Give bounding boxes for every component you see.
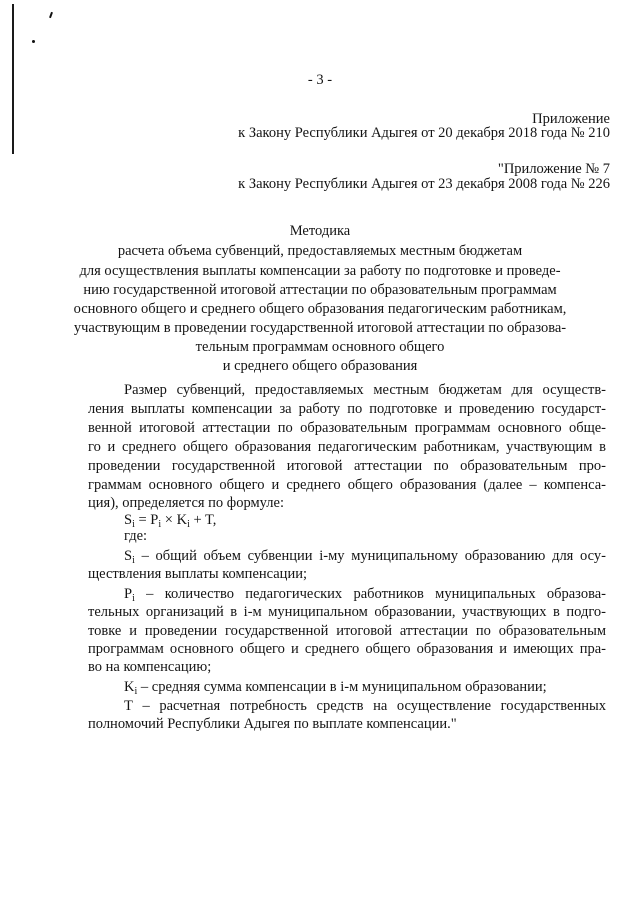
definition-text: – общий объем субвенции i-му муниципальному образованию для осу- — [134, 548, 606, 564]
paragraph-line: граммам основного общего и среднего общего образования (далее – компенса- — [88, 477, 606, 493]
formula-symbol: P — [150, 512, 159, 528]
appendix-reference: к Закону Республики Адыгея от 20 декабря 2018 года № 210 — [238, 125, 610, 141]
definition-line: во на компенсацию; — [88, 659, 212, 675]
definition-line: программам основного общего и среднего общего образования и имеющих пра- — [88, 641, 606, 657]
title-line: тельным программам основного общего — [195, 339, 445, 355]
formula-symbol: K — [176, 512, 188, 528]
scan-mark — [49, 12, 53, 18]
paragraph-line: го и среднего общего образования педагогическим работникам, участвующим в — [88, 439, 606, 455]
paragraph-line: ления выплаты компенсации за работу по подготовке и проведению государст- — [88, 401, 606, 417]
definition-subscript: i — [132, 593, 135, 604]
paragraph-line: Размер субвенций, предоставляемых местным бюджетам для осуществ- — [124, 382, 606, 398]
title-line: нию государственной итоговой аттестации по образовательным программам — [83, 282, 557, 298]
definition-line: Т – расчетная потребность средств на осуществление государственных — [124, 698, 606, 714]
definition-line: тельных организаций в i-м муниципальном образовании, участвующих в подго- — [88, 604, 606, 620]
title-line: участвующим в проведении государственной итоговой аттестации по образова- — [73, 320, 567, 336]
definition-symbol: K — [124, 679, 135, 695]
formula-subscript: i — [132, 519, 135, 530]
definition-subscript: i — [132, 555, 135, 566]
title-line: основного общего и среднего общего образования педагогическим работникам, — [73, 301, 567, 317]
formula-tail: + T, — [189, 512, 217, 528]
title-line: и среднего общего образования — [222, 358, 418, 374]
definition-text: – количество педагогических работников муниципальных образова- — [134, 586, 606, 602]
definition-symbol: S — [124, 548, 133, 564]
formula-symbol: S — [124, 512, 133, 528]
appendix-label: Приложение — [532, 111, 610, 127]
page-number: - 3 - — [307, 72, 333, 88]
where-label: где: — [124, 528, 148, 544]
title-line: для осуществления выплаты компенсации за работу по подготовке и проведе- — [79, 263, 561, 279]
definition-text: – средняя сумма компенсации в i-м муниципальном образовании; — [137, 679, 547, 695]
paragraph-line: ция), определяется по формуле: — [88, 495, 284, 511]
definition-subscript: i — [134, 686, 138, 697]
paragraph-line: венной итоговой аттестации по образовательным программам основного обще- — [88, 420, 606, 436]
scan-mark — [32, 40, 35, 43]
definition-line: товке и проведении государственной итоговой аттестации по образовательным — [88, 623, 606, 639]
formula-operator: = — [134, 512, 151, 528]
formula-subscript: i — [187, 519, 190, 530]
formula-operator: × — [161, 512, 177, 528]
definition-line: ществления выплаты компенсации; — [88, 566, 307, 582]
definition-line: полномочий Республики Адыгея по выплате компенсации." — [88, 716, 457, 732]
definition-symbol: P — [124, 586, 133, 602]
paragraph-line: проведении государственной итоговой аттестации по образовательным про- — [88, 458, 606, 474]
formula-subscript: i — [158, 519, 162, 530]
title-line: расчета объема субвенций, предоставляемых местным бюджетам — [117, 243, 523, 259]
appendix-label: "Приложение № 7 — [497, 161, 610, 177]
appendix-reference: к Закону Республики Адыгея от 23 декабря 2008 года № 226 — [238, 176, 610, 192]
document-title: Методика — [289, 223, 351, 239]
